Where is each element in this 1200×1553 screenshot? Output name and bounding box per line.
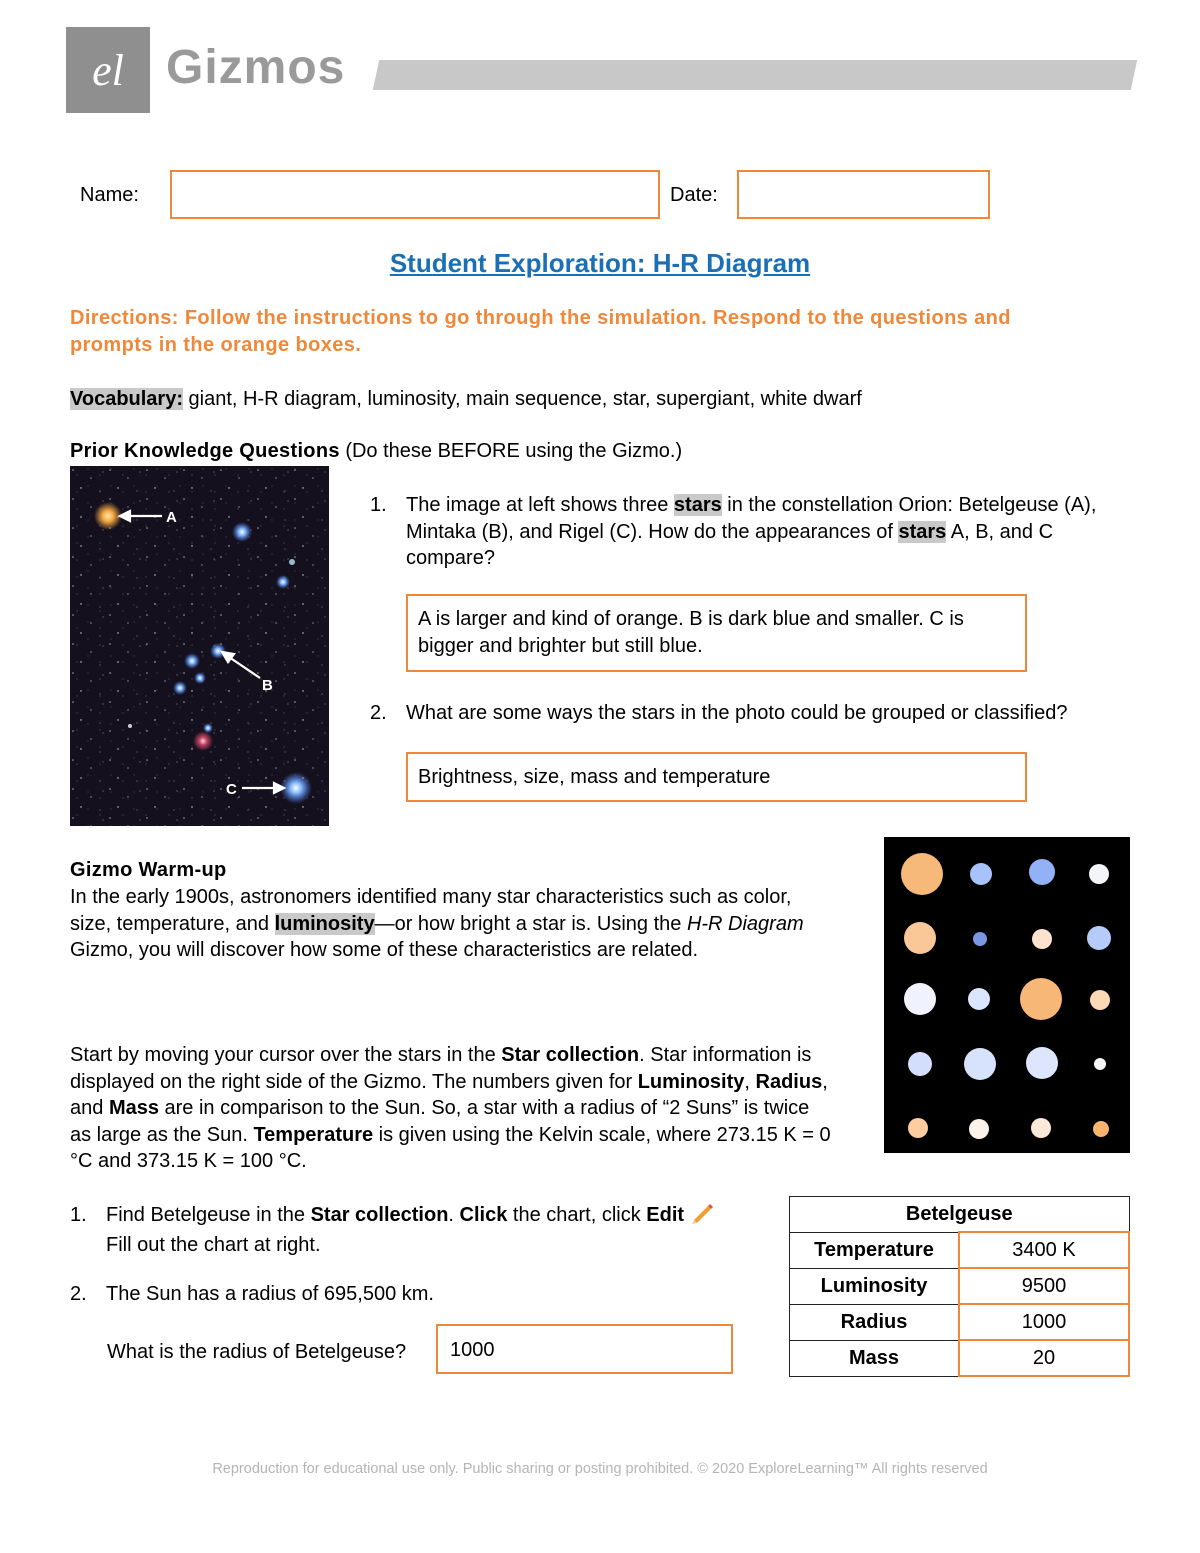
warmup-paragraph-2: [70, 1042, 835, 1175]
w1-c: Gizmo, you will discover how some of these characteristics are related.: [70, 939, 699, 961]
w2-b4: Mass: [108, 1097, 159, 1119]
vocabulary-line: [70, 386, 1130, 413]
table-row: [790, 1304, 1130, 1340]
wq1-c: .: [448, 1204, 460, 1226]
w2-e: , and: [70, 1070, 828, 1119]
vocabulary-label: Vocabulary:: [70, 388, 183, 410]
directions-text: Directions: Follow the instructions to go through the simulation. Respond to the questions and prompts in the orange boxes.: [70, 307, 1011, 356]
star-collection-grid: [884, 837, 1130, 1153]
w2-c: . Star information is displayed on the right side of the Gizmo. The numbers given for: [70, 1044, 812, 1093]
w2-f: are in comparison to the Sun. So, a star with a radius of “2 Suns” is twice as large as the Sun.: [70, 1097, 810, 1146]
prior-note: (Do these BEFORE using the Gizmo.): [339, 440, 683, 462]
q1-number: 1.: [370, 494, 387, 516]
q1-text-3: A, B, and C compare?: [406, 520, 1054, 569]
label-a: A: [166, 509, 177, 526]
date-field[interactable]: [737, 170, 990, 219]
warmup-paragraph-1: [70, 884, 810, 964]
pencil-icon: [690, 1202, 714, 1232]
table-title: Betelgeuse: [790, 1197, 1130, 1233]
radius-prompt: What is the radius of Betelgeuse?: [107, 1341, 407, 1363]
w2-g: is given using the Kelvin scale, where 273.15 K = 0 °C and 373.15 K = 100 °C.: [70, 1123, 831, 1172]
q2-number: 2.: [370, 702, 387, 724]
vocabulary-list: giant, H-R diagram, luminosity, main sequence, star, supergiant, white dwarf: [183, 388, 862, 410]
w2-b5: Temperature: [253, 1123, 374, 1146]
wq1-b1: Star collection: [310, 1204, 449, 1226]
warmup-question-1: [70, 1202, 770, 1258]
warmup-heading: [70, 857, 227, 884]
name-label: Name:: [80, 184, 139, 206]
row-key: Mass: [790, 1340, 960, 1376]
date-label: Date:: [670, 184, 718, 206]
w2-a: Start by moving your cursor over the stars in the: [70, 1044, 502, 1066]
wq1-d: the chart, click: [507, 1204, 647, 1226]
row-key: Luminosity: [790, 1268, 960, 1304]
wq1-number: 1.: [70, 1204, 87, 1226]
w1-b: —or how bright a star is. Using the: [374, 912, 687, 935]
q1-answer-box[interactable]: A is larger and kind of orange. B is dark blue and smaller. C is bigger and brighter but still blue.: [406, 594, 1027, 672]
q1-highlight-2: stars: [898, 520, 947, 543]
wq1-e: Fill out the chart at right.: [106, 1233, 321, 1256]
prior-question-2: [370, 700, 1150, 727]
table-row: [790, 1268, 1130, 1304]
q1-text-1: The image at left shows three: [406, 494, 674, 516]
row-value[interactable]: 3400 K: [959, 1232, 1129, 1268]
w1-italic: H-R Diagram: [686, 912, 804, 935]
wq1-a: Find Betelgeuse in the: [106, 1204, 311, 1226]
header-bar: [373, 60, 1137, 90]
luminosity-highlight: luminosity: [274, 912, 375, 935]
wq1-b3: Edit: [646, 1204, 685, 1226]
row-key: Temperature: [790, 1232, 960, 1268]
betelgeuse-table: [789, 1196, 1130, 1377]
logo-mark-icon: [66, 27, 150, 113]
svg-text:el: el: [92, 46, 124, 95]
warmup-question-2: [70, 1281, 770, 1308]
row-key: Radius: [790, 1304, 960, 1340]
row-value[interactable]: 9500: [959, 1268, 1129, 1304]
w2-d: ,: [744, 1070, 756, 1093]
explorelearning-logo: [66, 27, 150, 113]
q2-text: What are some ways the stars in the photo could be grouped or classified?: [406, 702, 1068, 724]
row-value[interactable]: 1000: [959, 1304, 1129, 1340]
orion-constellation-image: [70, 466, 329, 826]
w2-b3: Radius: [755, 1070, 823, 1093]
footer-copyright: Reproduction for educational use only. Public sharing or posting prohibited. © 2020 ExploreLearning™ All rights reserved: [212, 1461, 988, 1477]
name-field[interactable]: [170, 170, 660, 219]
label-c: C: [226, 781, 237, 798]
orion-photo: [70, 466, 329, 826]
prior-knowledge-heading: [70, 438, 682, 465]
q2-answer-box[interactable]: Brightness, size, mass and temperature: [406, 752, 1027, 802]
page-title: Student Exploration: H-R Diagram: [389, 248, 811, 278]
row-value[interactable]: 20: [959, 1340, 1129, 1376]
label-b: B: [262, 677, 273, 694]
w2-b1: Star collection: [501, 1044, 640, 1066]
wq1-b2: Click: [459, 1204, 508, 1226]
warmup-heading-text: Gizmo Warm-up: [70, 859, 227, 881]
q1-highlight-1: stars: [673, 494, 722, 516]
w2-b2: Luminosity: [637, 1070, 745, 1093]
table-row: [790, 1340, 1130, 1376]
radius-answer-box[interactable]: 1000: [436, 1324, 733, 1374]
w1-a: In the early 1900s, astronomers identified many star characteristics such as color, size, temperature, and: [70, 886, 792, 935]
table-row: [790, 1232, 1130, 1268]
wq2-text: The Sun has a radius of 695,500 km.: [106, 1283, 434, 1305]
prior-heading: Prior Knowledge Questions: [70, 440, 340, 462]
q1-text-2: in the constellation Orion: Betelgeuse (A), Mintaka (B), and Rigel (C). How do the appearances of: [406, 494, 1097, 543]
brand-title: Gizmos: [166, 41, 346, 94]
prior-question-1: [370, 492, 1130, 572]
star-collection-image: [884, 837, 1130, 1153]
wq2-number: 2.: [70, 1283, 87, 1305]
